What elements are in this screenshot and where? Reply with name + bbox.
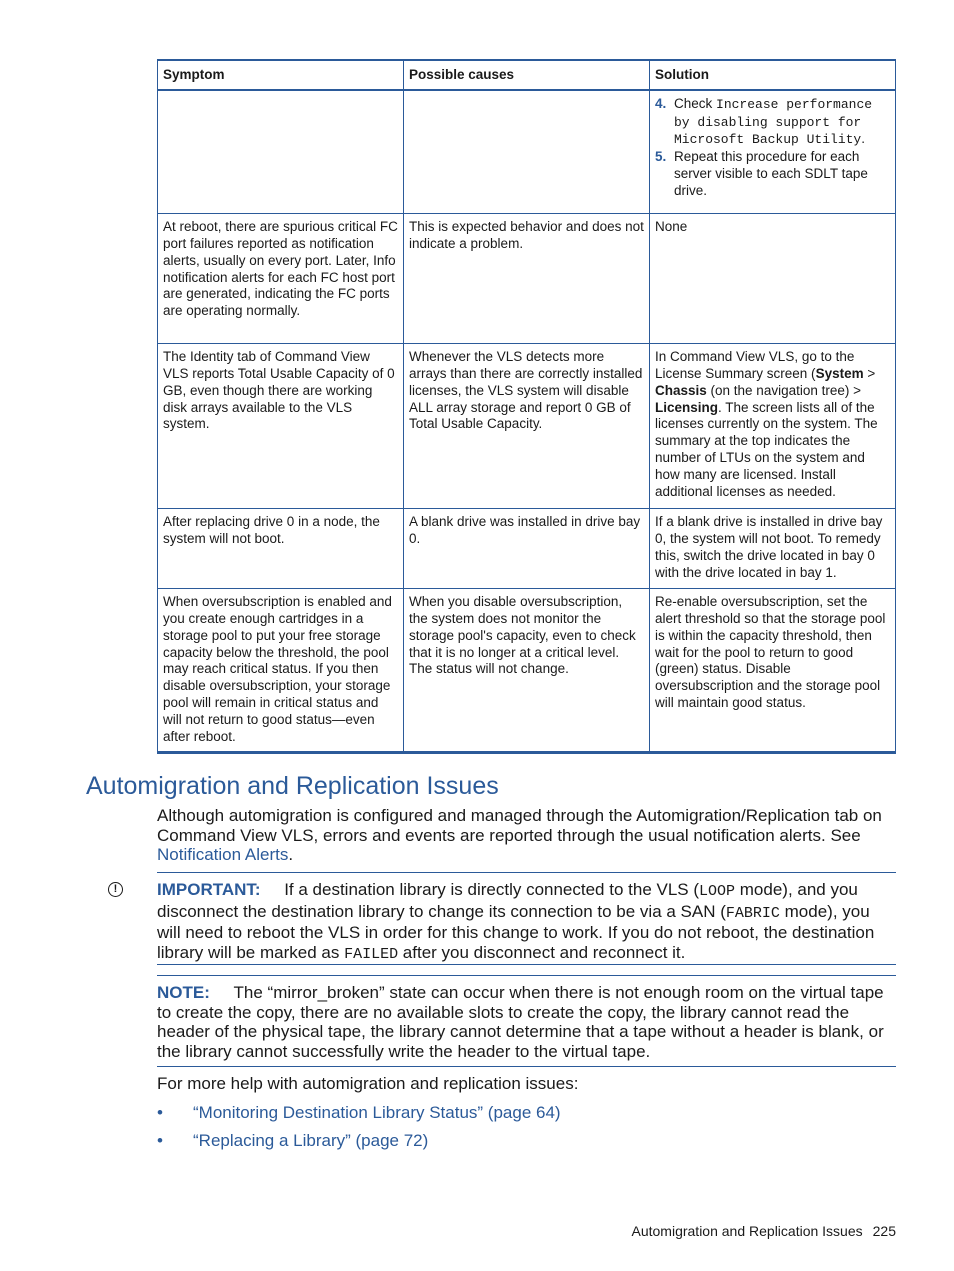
ui-term-chassis: Chassis bbox=[655, 382, 707, 398]
header-possible-causes: Possible causes bbox=[404, 60, 650, 90]
intro-paragraph bbox=[157, 806, 897, 865]
table-row bbox=[158, 214, 896, 344]
important-callout bbox=[157, 880, 897, 964]
list-item bbox=[157, 1131, 561, 1159]
important-text: mode), you will need to reboot the VLS in order for this change to work. If you do not reboot, the destination library will be marked as bbox=[157, 901, 875, 962]
note-bottom-rule bbox=[157, 1066, 896, 1067]
important-text: If a destination library is directly connected to the VLS ( bbox=[284, 880, 700, 899]
step-item bbox=[655, 96, 890, 149]
page-footer bbox=[632, 1223, 897, 1239]
solution-text: . The screen lists all of the licenses currently on the system. The summary at the top indicates the number of LTUs on the system and how many are licensed. Install additional licenses as needed. bbox=[655, 399, 878, 499]
step-end: . bbox=[861, 131, 865, 147]
symptom-cell: After replacing drive 0 in a node, the system will not boot. bbox=[158, 509, 404, 589]
important-top-rule bbox=[157, 872, 896, 873]
code-fabric: FABRIC bbox=[725, 904, 780, 922]
important-icon: ! bbox=[108, 882, 123, 897]
solution-cell: Re-enable oversubscription, set the alert threshold so that the storage pool is within the capacity threshold, then wait for the pool to return to good (green) status. Disable oversubscription and the storage pool will maintain good status. bbox=[650, 589, 896, 753]
solution-cell: If a blank drive is installed in drive bay 0, the system will not boot. To remedy this, switch the drive located in bay 0 with the drive located in bay 1. bbox=[650, 509, 896, 589]
notification-alerts-link[interactable]: Notification Alerts bbox=[157, 845, 289, 865]
solution-text: > bbox=[863, 366, 876, 382]
step-number: 4. bbox=[655, 95, 667, 111]
page-number: 225 bbox=[872, 1223, 896, 1239]
note-text: The “mirror_broken” state can occur when there is not enough room on the virtual tape to create the copy, there are no available slots to create the copy, the library cannot read the header of the physical tape, the library cannot determine that a tape without a header is blank, or the library cannot successfully write the header to the virtual tape. bbox=[157, 983, 884, 1061]
important-text: mode), and you disconnect the destination library to change its connection to be via a SAN ( bbox=[157, 880, 858, 921]
solution-steps bbox=[655, 96, 890, 200]
cause-cell: This is expected behavior and does not indicate a problem. bbox=[404, 214, 650, 344]
cause-cell: A blank drive was installed in drive bay 0. bbox=[404, 509, 650, 589]
bullet-glyph: • bbox=[157, 1103, 163, 1122]
step-text: Repeat this procedure for each server visible to each SDLT tape drive. bbox=[674, 149, 868, 198]
solution-text: (on the navigation tree) > bbox=[706, 382, 862, 398]
table-row bbox=[158, 589, 896, 753]
table-row bbox=[158, 509, 896, 589]
list-item bbox=[157, 1103, 561, 1131]
footer-section-name: Automigration and Replication Issues bbox=[631, 1223, 863, 1239]
solution-cell bbox=[650, 344, 896, 509]
code-failed: FAILED bbox=[344, 945, 399, 963]
symptom-cell: When oversubscription is enabled and you create enough cartridges in a storage pool to put your free storage capacity below the threshold, the pool may reach critical status. If you then disable oversubscription, your storage pool will remain in critical status and will not return to good status—even after reboot. bbox=[158, 589, 404, 753]
note-callout bbox=[157, 983, 897, 1061]
symptom-cell: The Identity tab of Command View VLS reports Total Usable Capacity of 0 GB, even though there are working disk arrays available to the VLS system. bbox=[158, 344, 404, 509]
replacing-a-library-link[interactable]: “Replacing a Library” (page 72) bbox=[193, 1131, 429, 1150]
table-header-row bbox=[158, 60, 896, 90]
cause-cell bbox=[404, 90, 650, 214]
code-text: Increase performance by disabling support for Microsoft Backup Utility bbox=[674, 96, 873, 148]
header-solution: Solution bbox=[650, 60, 896, 90]
related-links-list bbox=[157, 1103, 561, 1159]
more-help-text: For more help with automigration and replication issues: bbox=[157, 1074, 579, 1093]
step-text: Check bbox=[674, 95, 717, 111]
important-label: IMPORTANT: bbox=[157, 880, 261, 899]
solution-text: In Command View VLS, go to the License Summary screen ( bbox=[655, 349, 855, 382]
note-label: NOTE: bbox=[157, 983, 210, 1002]
important-bottom-rule bbox=[157, 964, 896, 965]
table-row bbox=[158, 90, 896, 214]
important-text: after you disconnect and reconnect it. bbox=[398, 942, 686, 962]
ui-term-licensing: Licensing bbox=[655, 399, 719, 415]
note-top-rule bbox=[157, 975, 896, 976]
code-loop: LOOP bbox=[699, 883, 736, 900]
symptom-cell bbox=[158, 90, 404, 214]
monitoring-destination-library-status-link[interactable]: “Monitoring Destination Library Status” (page 64) bbox=[193, 1103, 561, 1122]
step-item bbox=[655, 149, 890, 199]
step-number: 5. bbox=[655, 149, 667, 165]
symptom-cell: At reboot, there are spurious critical FC port failures reported as notification alerts, usually on every port. Later, Info notification alerts for each FC host port are generated, indicating the FC ports are operating normally. bbox=[158, 214, 404, 344]
cause-cell: When you disable oversubscription, the system does not monitor the storage pool's capacity, even to check that it is no longer at a critical level. The status will not change. bbox=[404, 589, 650, 753]
cause-cell: Whenever the VLS detects more arrays than there are correctly installed licenses, the VLS system will disable ALL array storage and report 0 GB of Total Usable Capacity. bbox=[404, 344, 650, 509]
intro-text: Although automigration is configured and managed through the Automigration/Replication tab on Command View VLS, errors and events are reported through the usual notification alerts. See bbox=[157, 806, 882, 845]
header-symptom: Symptom bbox=[158, 60, 404, 90]
ui-term-system: System bbox=[815, 366, 864, 382]
bullet-glyph: • bbox=[157, 1131, 163, 1150]
troubleshooting-table bbox=[157, 59, 896, 754]
intro-end: . bbox=[288, 845, 294, 865]
section-title: Automigration and Replication Issues bbox=[86, 772, 499, 800]
table-row bbox=[158, 344, 896, 509]
solution-cell bbox=[650, 90, 896, 214]
solution-cell: None bbox=[650, 214, 896, 344]
